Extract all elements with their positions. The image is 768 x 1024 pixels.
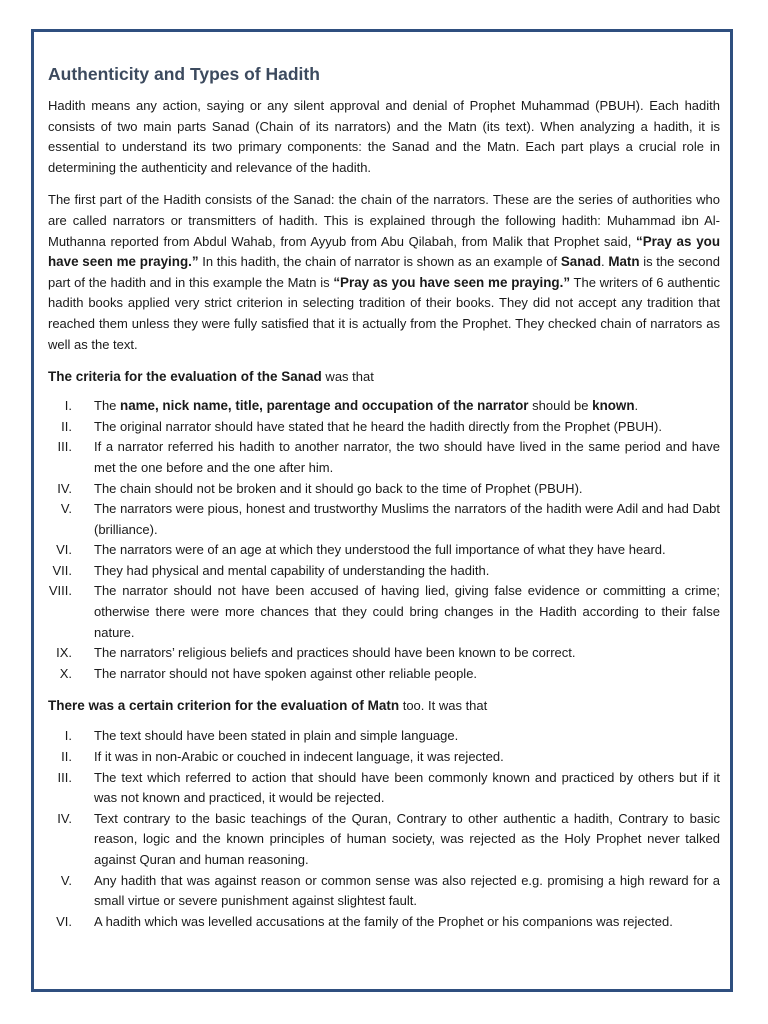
list-item <box>48 768 720 809</box>
document-body <box>48 32 720 932</box>
item-number: V. <box>60 872 72 888</box>
heading-bold: There was a certain criterion for the evaluation of Matn <box>48 698 400 714</box>
list-item <box>48 437 720 478</box>
page-title: Authenticity and Types of Hadith <box>48 64 320 84</box>
sanad-matn-paragraph <box>48 190 720 355</box>
para-text: is the second part of the hadith and in this example the Matn is <box>48 254 720 290</box>
item-text: The original narrator should have stated that he heard the hadith directly from the Prophet (PBUH). <box>94 418 662 434</box>
list-item <box>48 726 720 747</box>
item-number: VI. <box>56 542 72 558</box>
item-number: II. <box>61 749 72 765</box>
item-text: The chain should not be broken and it should go back to the time of Prophet (PBUH). <box>94 480 583 496</box>
quote-pray: “Pray as you have seen me praying.” <box>333 274 571 290</box>
item-text: should be <box>528 398 593 414</box>
item-text: Any hadith that was against reason or common sense was also rejected e.g. promising a high reward for a small virtue or severe punishment against slightest fault. <box>94 872 720 909</box>
heading-rest: too. It was that <box>399 698 488 714</box>
para-text: The writers of 6 authentic hadith books applied very strict criterion in selecting tradition of their books. They did not accept any tradition that reached them unless they were fully satisfied that it is actually from the Prophet. They checked chain of narrators as well as the text. <box>48 274 720 352</box>
list-item <box>48 581 720 643</box>
list-item <box>48 396 720 417</box>
list-item <box>48 499 720 540</box>
para-text: . <box>601 254 609 270</box>
list-item <box>48 747 720 768</box>
item-text: The narrators were pious, honest and trustworthy Muslims the narrators of the hadith were Adil and had Dabt (brilliance). <box>94 501 720 537</box>
item-text: The <box>94 398 121 414</box>
term-matn: Matn <box>608 254 640 270</box>
sanad-criteria-heading <box>48 366 720 388</box>
list-item <box>48 479 720 500</box>
item-text-bold: name, nick name, title, parentage and occupation of the narrator <box>120 398 529 414</box>
item-text: The text should have been stated in plain and simple language. <box>94 728 459 744</box>
para-text: In this hadith, the chain of narrator is shown as an example of <box>198 254 561 270</box>
item-text: If a narrator referred his hadith to another narrator, the two should have lived in the same period and have met the one before and the one after him. <box>94 439 720 475</box>
item-number: VI. <box>56 913 72 929</box>
item-number: X. <box>59 665 72 681</box>
item-text: The narrator should not have been accused of having lied, giving false evidence or committing a crime; otherwise there were more chances that they could bring changes in the Hadith according to their false nature. <box>94 583 720 640</box>
item-text: They had physical and mental capability of understanding the hadith. <box>94 562 490 578</box>
list-item <box>48 664 720 685</box>
page-border <box>31 29 733 992</box>
matn-criteria-list <box>48 726 720 932</box>
item-number: I. <box>64 398 72 414</box>
item-number: VII. <box>52 562 72 578</box>
item-number: V. <box>60 501 72 517</box>
item-text: The narrators’ religious beliefs and practices should have been known to be correct. <box>94 645 576 661</box>
item-text: If it was in non-Arabic or couched in indecent language, it was rejected. <box>94 749 504 765</box>
item-text: . <box>634 398 639 414</box>
item-text: Text contrary to the basic teachings of the Quran, Contrary to other authentic a hadith, Contrary to basic reason, logic and the known principles of human society, was rejected as the Holy Prophet never talked against Quran and human reasoning. <box>94 810 720 867</box>
item-number: IX. <box>56 645 72 661</box>
list-item <box>48 643 720 664</box>
sanad-criteria-list <box>48 396 720 684</box>
item-number: VIII. <box>48 583 72 599</box>
term-sanad: Sanad <box>560 254 602 270</box>
item-text-bold: known <box>592 398 635 414</box>
item-number: IV. <box>57 480 72 496</box>
para-text: The first part of the Hadith consists of the Sanad: the chain of the narrators. These are the series of authorities who are called narrators or transmitters of hadith. This is explained through the following hadith: Muhammad ibn Al-Muthanna reported from Abdul Wahab, from Ayyub from Abu Qilabah, from Malik that Prophet said, <box>48 192 720 249</box>
list-item <box>48 417 720 438</box>
item-number: III. <box>57 439 72 455</box>
item-number: III. <box>57 769 72 785</box>
list-item <box>48 809 720 871</box>
heading-rest: was that <box>321 369 374 385</box>
item-number: IV. <box>57 810 72 826</box>
item-text: The text which referred to action that should have been commonly known and practiced by others but if it was not known and practiced, it would be rejected. <box>94 769 720 806</box>
intro-paragraph: Hadith means any action, saying or any silent approval and denial of Prophet Muhammad (PBUH). Each hadith consists of two main parts Sanad (Chain of its narrators) and the Matn (its text). When analyzing a hadith, it is essential to understand its two primary components: the Sanad and the Matn. Each part plays a crucial role in determining the authenticity and relevance of the hadith. <box>48 98 720 175</box>
list-item <box>48 912 720 933</box>
matn-criteria-heading <box>48 695 720 717</box>
item-number: I. <box>64 728 72 744</box>
item-text: The narrators were of an age at which they understood the full importance of what they have heard. <box>94 542 666 558</box>
list-item <box>48 871 720 912</box>
heading-bold: The criteria for the evaluation of the Sanad <box>48 369 322 385</box>
item-text: The narrator should not have spoken against other reliable people. <box>94 665 478 681</box>
item-number: II. <box>61 418 72 434</box>
item-text: A hadith which was levelled accusations at the family of the Prophet or his companions was rejected. <box>94 913 673 929</box>
list-item <box>48 561 720 582</box>
quote-pray: “Pray as you have seen me praying.” <box>48 233 721 270</box>
list-item <box>48 540 720 561</box>
